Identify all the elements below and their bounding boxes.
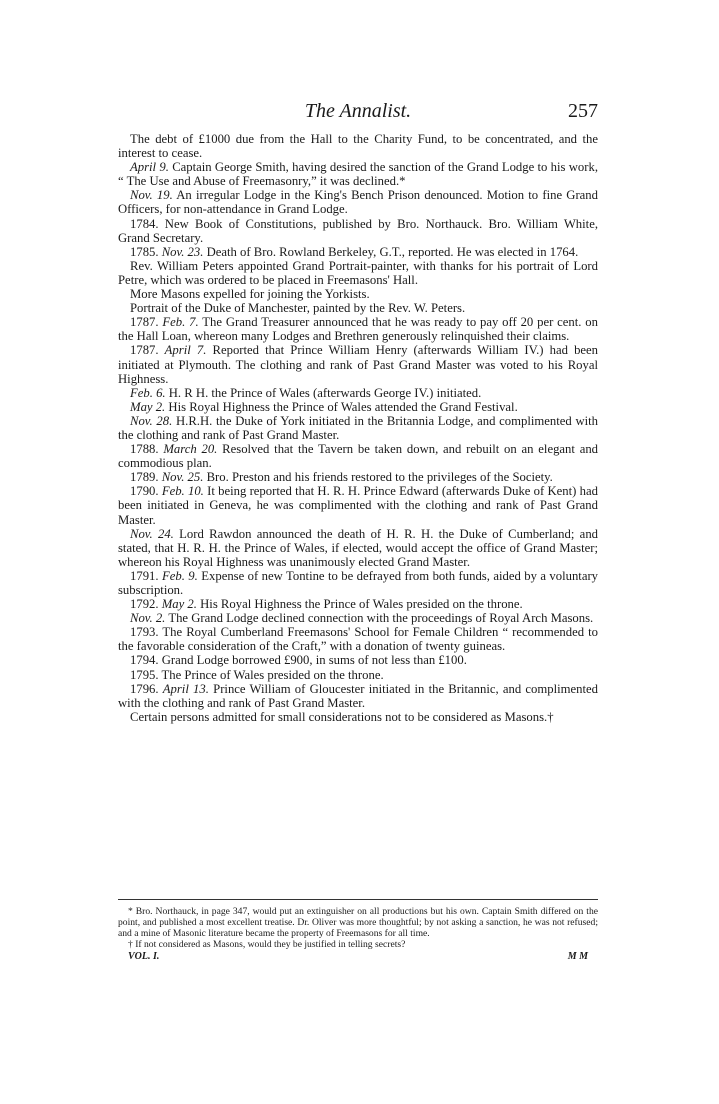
entry-year: 1790. (130, 484, 159, 499)
annal-entry (118, 301, 598, 315)
annal-entry (118, 442, 598, 470)
entry-date: March 20. (163, 442, 218, 457)
entry-year: 1796. (130, 681, 159, 696)
footnotes (118, 906, 598, 950)
annals-body (118, 132, 598, 724)
annal-entry (118, 484, 598, 526)
entry-text: Certain persons admitted for small considerations not to be considered as Masons.† (130, 709, 554, 724)
entry-date: April 9. (130, 160, 169, 175)
entry-text: H. R H. the Prince of Wales (afterwards George IV.) initiated. (168, 385, 482, 400)
entry-year: 1791. (130, 568, 159, 583)
annal-entry (118, 682, 598, 710)
annal-entry (118, 287, 598, 301)
entry-text: Captain George Smith, having desired the sanction of the Grand Lodge to his work, “ The Use and Abuse of Freemasonry,” it was declined.* (118, 160, 599, 189)
entry-date: Feb. 7. (162, 315, 199, 330)
annal-entry (118, 217, 598, 245)
entry-date: Nov. 2. (130, 611, 166, 626)
entry-text: Death of Bro. Rowland Berkeley, G.T., reported. He was elected in 1764. (206, 244, 579, 259)
annal-entry (118, 653, 598, 667)
entry-text: Reported that Prince William Henry (afterwards William IV.) had been initiated at Plymouth. The clothing and rank of Past Grand Master was voted to his Royal Highness. (118, 343, 599, 386)
entry-date: April 13. (162, 681, 209, 696)
entry-year: 1795. (130, 667, 159, 682)
annal-entry (118, 400, 598, 414)
entry-text: Rev. William Peters appointed Grand Portrait-painter, with thanks for his portrait of Lord Petre, which was ordered to be placed in Freemasons' Hall. (118, 258, 598, 287)
annal-entry (118, 160, 598, 188)
signature-line (128, 951, 588, 965)
entry-text: It being reported that H. R. H. Prince Edward (afterwards Duke of Kent) had been initiated in Geneva, he was complimented with the clothing and rank of Past Grand Master. (118, 484, 598, 527)
annal-entry (118, 315, 598, 343)
entry-year: 1792. (130, 597, 159, 612)
entry-year: 1787. (130, 343, 159, 358)
entry-date: Nov. 23. (161, 244, 204, 259)
annal-entry (118, 188, 598, 216)
entry-year: 1793. (130, 625, 159, 640)
entry-text: Prince William of Gloucester initiated in the Britannic, and complimented with the clothing and rank of Past Grand Master. (118, 681, 599, 710)
signature-mark: M M (567, 951, 588, 962)
annal-entry (118, 470, 598, 484)
entry-date: Feb. 9. (161, 568, 198, 583)
entry-date: May 2. (161, 597, 197, 612)
entry-date: April 7. (164, 343, 207, 358)
entry-date: Nov. 19. (130, 188, 173, 203)
entry-text: More Masons expelled for joining the Yorkists. (130, 287, 370, 302)
annal-entry (118, 597, 598, 611)
entry-date: Nov. 25. (161, 470, 204, 485)
page-number: 257 (568, 100, 598, 122)
entry-text: The Prince of Wales presided on the throne. (161, 667, 384, 682)
footnote: † If not considered as Masons, would they be justified in telling secrets? (128, 939, 406, 950)
entry-text: The Grand Treasurer announced that he was ready to pay off 20 per cent. on the Hall Loan, whereon many Lodges and Brethren generously relinquished their claims. (118, 315, 598, 344)
volume-mark: VOL. I. (128, 951, 160, 962)
annal-entry (118, 569, 598, 597)
entry-text: The debt of £1000 due from the Hall to the Charity Fund, to be concentrated, and the interest to cease. (118, 132, 598, 161)
annal-entry (118, 343, 598, 385)
footnote-divider (118, 899, 598, 900)
annal-entry (118, 668, 598, 682)
annal-entry (118, 625, 598, 653)
entry-text: His Royal Highness the Prince of Wales presided on the throne. (200, 597, 523, 612)
annal-entry (118, 710, 598, 724)
entry-text: The Grand Lodge declined connection with the proceedings of Royal Arch Masons. (168, 611, 594, 626)
entry-year: 1787. (130, 315, 159, 330)
entry-text: His Royal Highness the Prince of Wales attended the Grand Festival. (168, 399, 518, 414)
entry-date: Feb. 6. (130, 385, 166, 400)
entry-date: Feb. 10. (161, 484, 204, 499)
entry-date: May 2. (130, 399, 166, 414)
entry-text: Lord Rawdon announced the death of H. R. H. the Duke of Cumberland; and stated, that H. R. H. the Prince of Wales, if elected, would accept the office of Grand Master; whereon his Royal Highness was unanimously elected Grand Master. (118, 526, 599, 569)
annal-entry (118, 527, 598, 569)
annal-entry (118, 245, 598, 259)
entry-text: Bro. Preston and his friends restored to the privileges of the Society. (206, 470, 553, 485)
annal-entry (118, 611, 598, 625)
entry-year: 1794. (130, 653, 159, 668)
annal-entry (118, 259, 598, 287)
entry-year: 1789. (130, 470, 159, 485)
running-title: The Annalist. (304, 100, 412, 122)
annal-entry (118, 386, 598, 400)
page-header (118, 100, 598, 126)
footnote: * Bro. Northauck, in page 347, would put an extinguisher on all productions but his own. Captain Smith differed on the point, and published a most excellent treatise. Dr. Oliver was more thoughtful; by not asking a sanction, he was not refused; and a mine of Masonic literature became the property of Freemasons for all time. (118, 906, 598, 939)
entry-text: The Royal Cumberland Freemasons' School for Female Children “ recommended to the favorable consideration of the Craft,” with a donation of twenty guineas. (118, 625, 598, 654)
entry-text: An irregular Lodge in the King's Bench Prison denounced. Motion to fine Grand Officers, for non-attendance in Grand Lodge. (118, 188, 598, 217)
entry-text: Expense of new Tontine to be defrayed from both funds, aided by a voluntary subscription. (118, 568, 599, 597)
entry-text: H.R.H. the Duke of York initiated in the Britannia Lodge, and complimented with the clothing and rank of Past Grand Master. (118, 413, 599, 442)
annal-entry (118, 132, 598, 160)
entry-year: 1788. (130, 442, 159, 457)
entry-year: 1784. (130, 216, 159, 231)
entry-text: Resolved that the Tavern be taken down, and rebuilt on an elegant and commodious plan. (118, 442, 599, 471)
entry-date: Nov. 28. (130, 413, 173, 428)
entry-text: Grand Lodge borrowed £900, in sums of not less than £100. (161, 653, 467, 668)
entry-year: 1785. (130, 244, 159, 259)
entry-date: Nov. 24. (130, 526, 174, 541)
annal-entry (118, 414, 598, 442)
entry-text: Portrait of the Duke of Manchester, painted by the Rev. W. Peters. (130, 301, 466, 316)
entry-text: New Book of Constitutions, published by Bro. Northauck. Bro. William White, Grand Secretary. (118, 216, 599, 245)
